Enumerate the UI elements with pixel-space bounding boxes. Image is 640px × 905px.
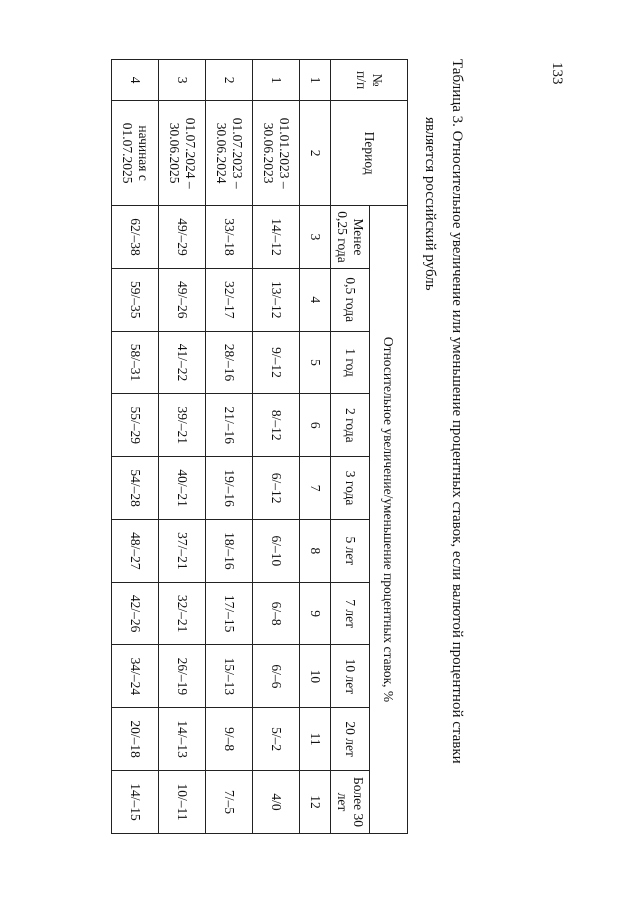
rate-cell: 20/–18 (112, 708, 159, 771)
row-number: 4 (112, 60, 159, 101)
row-number: 2 (206, 60, 253, 101)
period-cell: 01.07.2024 – 30.06.2025 (159, 101, 206, 206)
rate-cell: 55/–29 (112, 394, 159, 457)
rate-cell: 26/–19 (159, 645, 206, 708)
column-number: 3 (300, 206, 331, 269)
table-row (206, 60, 253, 834)
rate-cell: 4/0 (253, 771, 300, 834)
rate-cell: 14/–13 (159, 708, 206, 771)
rate-cell: 59/–35 (112, 268, 159, 331)
rate-cell: 13/–12 (253, 268, 300, 331)
rate-cell: 28/–16 (206, 331, 253, 394)
rate-cell: 49/–26 (159, 268, 206, 331)
rate-cell: 6/–10 (253, 519, 300, 582)
rate-cell: 32/–17 (206, 268, 253, 331)
header-bucket: 0,5 года (331, 268, 370, 331)
rate-cell: 7/–5 (206, 771, 253, 834)
rate-cell: 17/–15 (206, 582, 253, 645)
table-row (112, 60, 159, 834)
table-row (253, 60, 300, 834)
page-number: 133 (549, 62, 565, 85)
rate-cell: 6/–12 (253, 457, 300, 520)
row-number: 1 (253, 60, 300, 101)
column-number: 9 (300, 582, 331, 645)
rate-cell: 58/–31 (112, 331, 159, 394)
rate-cell: 42/–26 (112, 582, 159, 645)
table-row (159, 60, 206, 834)
rate-cell: 19/–16 (206, 457, 253, 520)
rate-cell: 14/–15 (112, 771, 159, 834)
rate-cell: 40/–21 (159, 457, 206, 520)
rate-cell: 48/–27 (112, 519, 159, 582)
rate-cell: 41/–22 (159, 331, 206, 394)
header-period: Период (331, 101, 408, 206)
header-bucket: 5 лет (331, 519, 370, 582)
rate-cell: 33/–18 (206, 206, 253, 269)
rate-cell: 54/–28 (112, 457, 159, 520)
rate-cell: 32/–21 (159, 582, 206, 645)
column-number: 10 (300, 645, 331, 708)
rate-cell: 39/–21 (159, 394, 206, 457)
rate-cell: 8/–12 (253, 394, 300, 457)
header-bucket: 3 года (331, 457, 370, 520)
header-bucket: 20 лет (331, 708, 370, 771)
header-bucket: Менее 0,25 года (331, 206, 370, 269)
column-number: 2 (300, 101, 331, 206)
column-number: 7 (300, 457, 331, 520)
column-number: 11 (300, 708, 331, 771)
header-rate-change-group: Относительное увеличение/уменьшение процентных ставок, % (370, 206, 408, 834)
rate-cell: 6/–8 (253, 582, 300, 645)
table-caption (416, 55, 470, 845)
column-number-row (300, 60, 331, 834)
header-row-number: № п/п (331, 60, 408, 101)
column-number: 6 (300, 394, 331, 457)
rate-cell: 21/–16 (206, 394, 253, 457)
caption-line-2: является российский рубль (422, 117, 438, 291)
header-bucket: 2 года (331, 394, 370, 457)
rotated-landscape-content (111, 55, 470, 845)
row-number: 3 (159, 60, 206, 101)
rate-cell: 34/–24 (112, 645, 159, 708)
header-bucket: 10 лет (331, 645, 370, 708)
header-bucket: 1 год (331, 331, 370, 394)
column-number: 12 (300, 771, 331, 834)
column-number: 8 (300, 519, 331, 582)
rate-cell: 37/–21 (159, 519, 206, 582)
column-number: 1 (300, 60, 331, 101)
column-number: 4 (300, 268, 331, 331)
rate-cell: 9/–8 (206, 708, 253, 771)
period-cell: 01.01.2023 – 30.06.2023 (253, 101, 300, 206)
rate-cell: 49/–29 (159, 206, 206, 269)
header-bucket: 7 лет (331, 582, 370, 645)
rate-cell: 62/–38 (112, 206, 159, 269)
rate-cell: 10/–11 (159, 771, 206, 834)
column-number: 5 (300, 331, 331, 394)
period-cell: 01.07.2023 – 30.06.2024 (206, 101, 253, 206)
rate-cell: 15/–13 (206, 645, 253, 708)
rate-cell: 14/–12 (253, 206, 300, 269)
rate-cell: 9/–12 (253, 331, 300, 394)
rate-cell: 5/–2 (253, 708, 300, 771)
rate-cell: 6/–6 (253, 645, 300, 708)
interest-rate-table (111, 59, 408, 834)
rate-cell: 18/–16 (206, 519, 253, 582)
period-cell: начиная с 01.07.2025 (112, 101, 159, 206)
caption-line-1: Таблица 3. Относительное увеличение или уменьшение процентных ставок, если валютой процентной ставки (449, 59, 465, 764)
header-bucket: Более 30 лет (331, 771, 370, 834)
